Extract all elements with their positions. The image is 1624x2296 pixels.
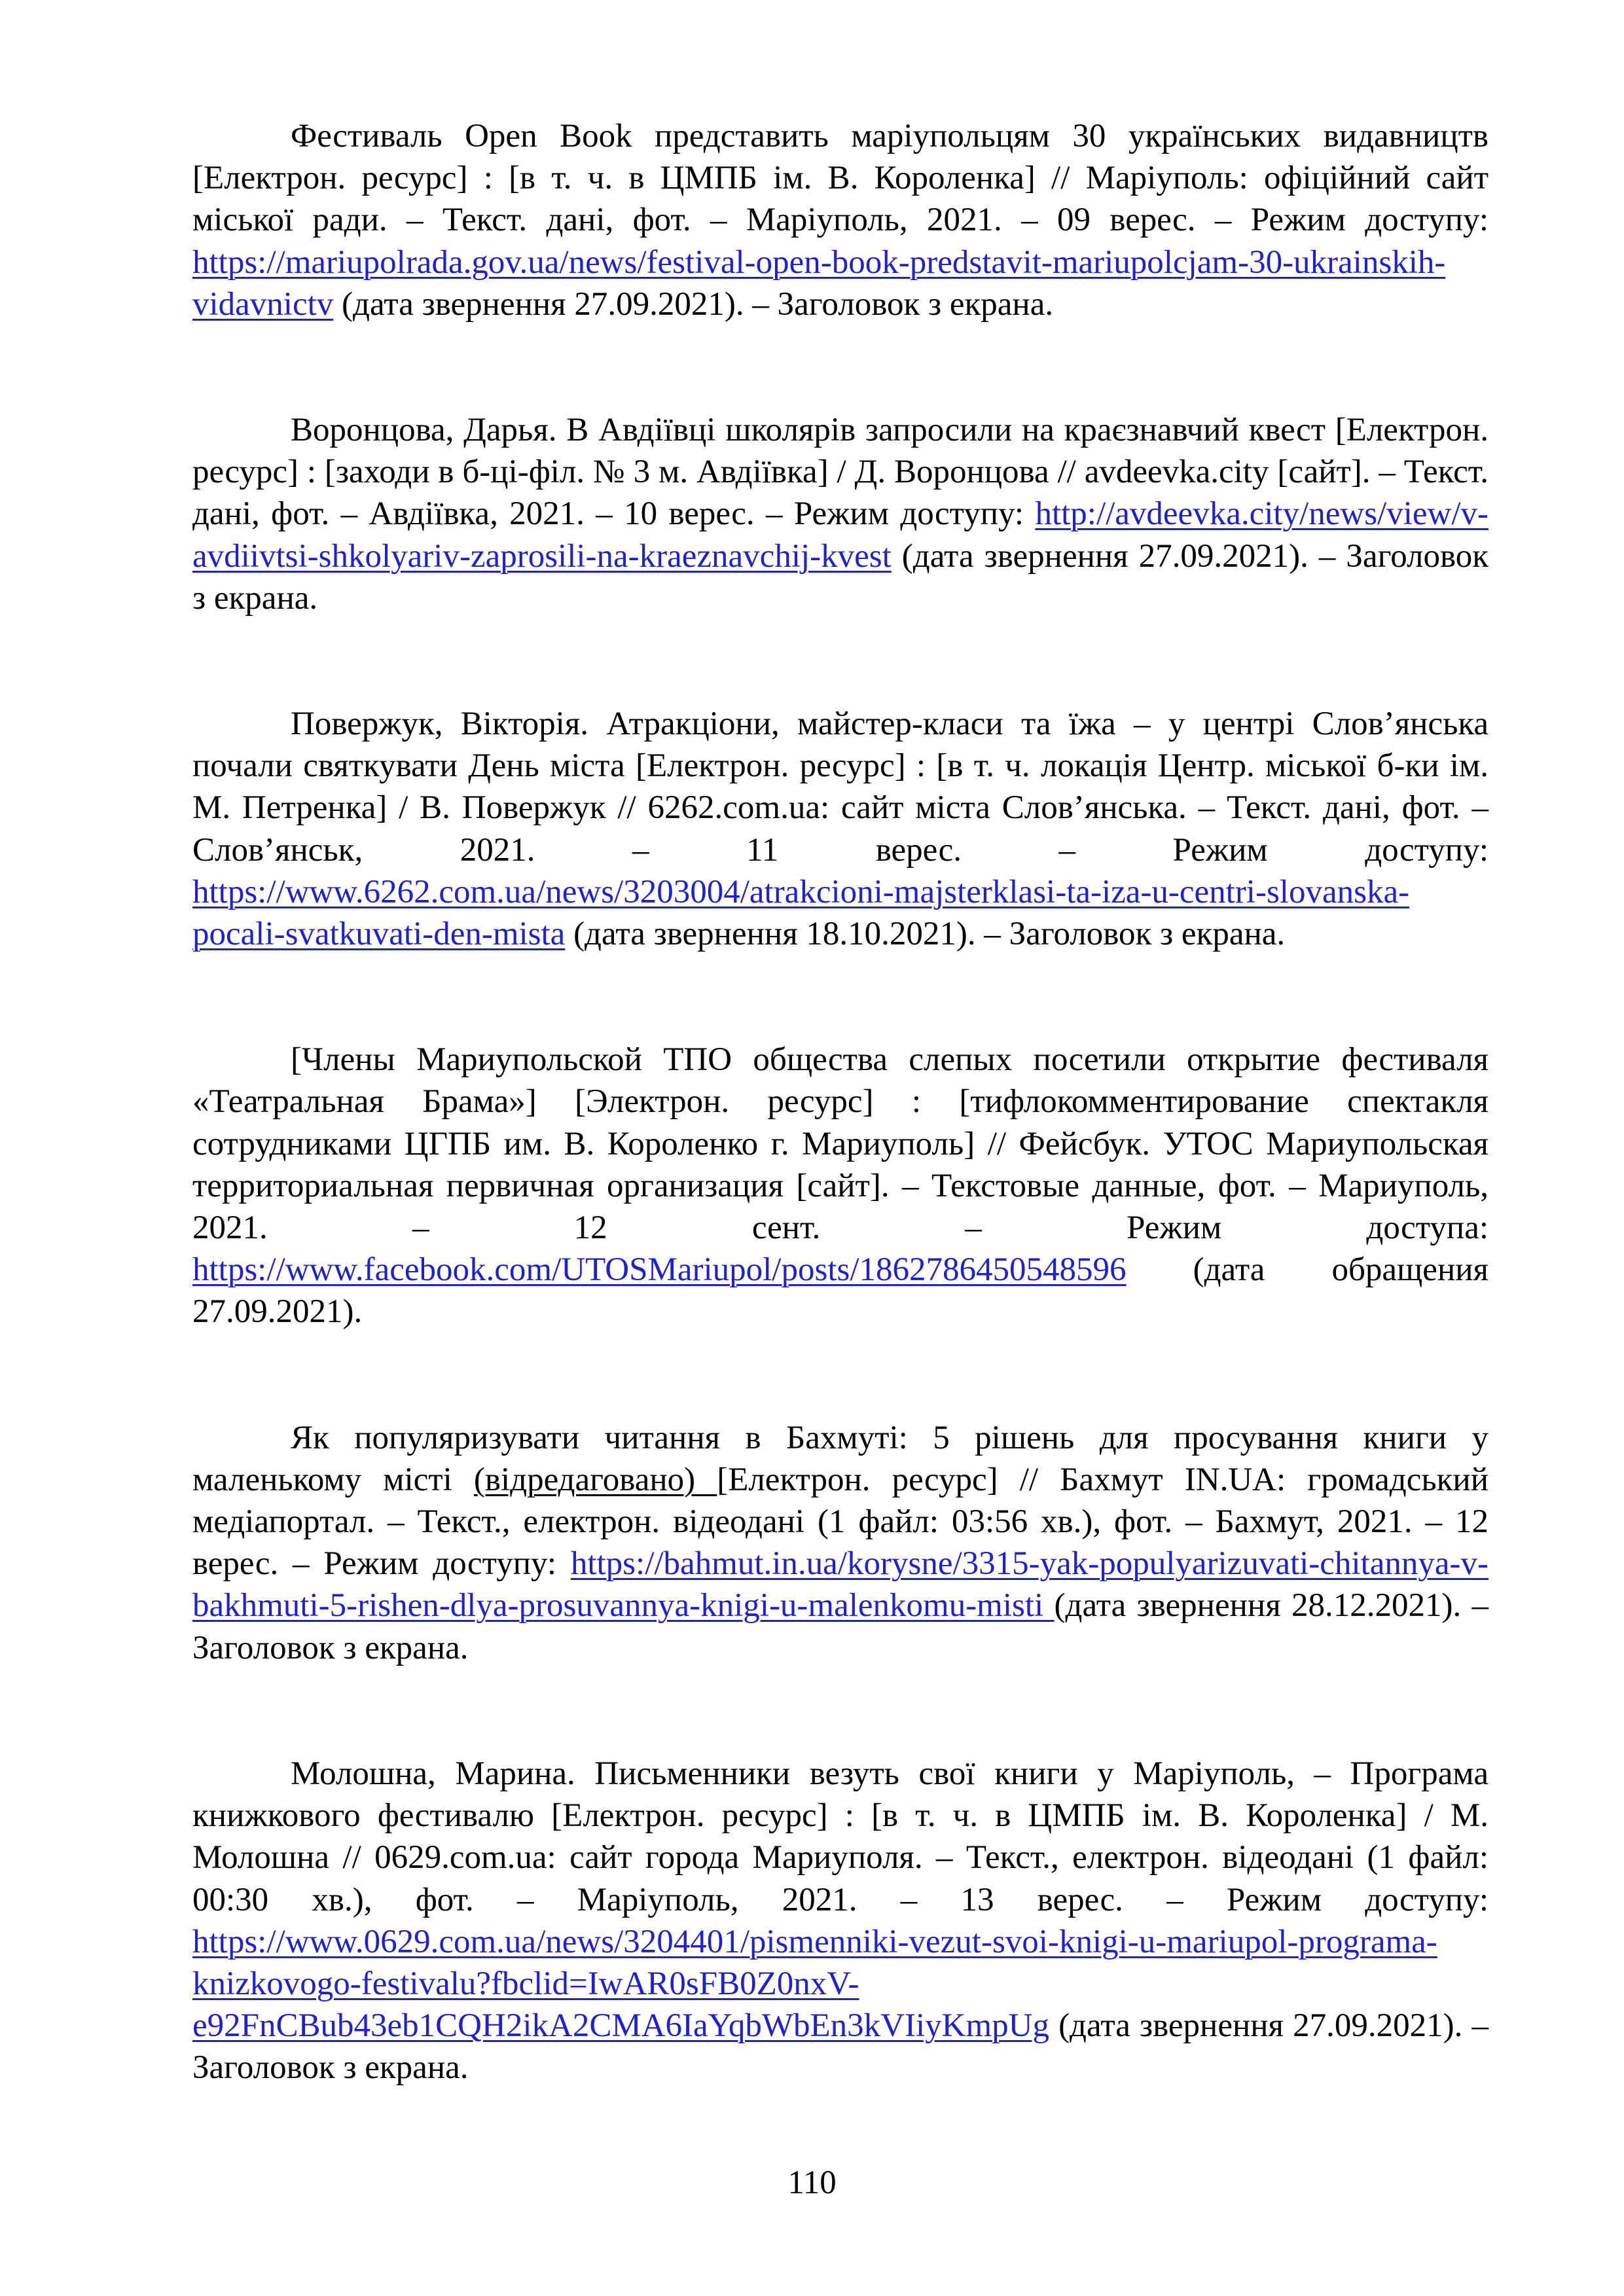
entry-link[interactable]: https://bahmut.in.ua/korysne/3315-yak-populyarizuvati-chitannya-v-bakhmuti-5-rishen-dlya-prosuvannya-knigi-u-malenkomu-misti: [192, 1545, 1489, 1624]
entry-underlined-text: (відредаговано): [473, 1461, 717, 1498]
entry-text: (дата звернення 27.09.2021). – Заголовок з екрана.: [192, 537, 1489, 617]
entry-link[interactable]: https://www.0629.com.ua/news/3204401/pismenniki-vezut-svoi-knigi-u-mariupol-programa-knizkovogo-festivalu?fbclid=IwAR0sFB0Z0nxV-e92FnCBub43eb1CQH2ikA2CMA6IaYqbWbEn3kVIiyKmpUg: [192, 1923, 1437, 2045]
entry-link[interactable]: https://mariupolrada.gov.ua/news/festival-open-book-predstavit-mariupolcjam-30-ukrainskih-vidavnictv: [192, 243, 1446, 323]
entry-text: (дата звернення 28.12.2021). – Заголовок з екрана.: [192, 1587, 1489, 1666]
bibliography-entry-6: [192, 1753, 1489, 2089]
page-number: 110: [787, 2164, 837, 2201]
entry-text: (дата звернення 27.09.2021). – Заголовок з екрана.: [333, 285, 1054, 323]
entry-link[interactable]: https://www.facebook.com/UTOSMariupol/posts/1862786450548596: [192, 1251, 1127, 1289]
bibliography-entry-5: [192, 1417, 1489, 1669]
entry-link[interactable]: https://www.6262.com.ua/news/3203004/atrakcioni-majsterklasi-ta-iza-u-centri-slovanska-pocali-svatkuvati-den-mista: [192, 873, 1410, 953]
entry-text: (дата обращения 27.09.2021).: [192, 1251, 1489, 1331]
entry-text: (дата звернення 18.10.2021). – Заголовок з екрана.: [565, 916, 1286, 953]
entry-text: Воронцова, Дарья. В Авдіївці школярів запросили на краєзнавчий квест [Електрон. ресурс] : [заходи в б-ці-філ. № 3 м. Авдіївка] / Д. Воронцова // avdeevka.city [сайт]. – Текст. дані, фот. – Авдіївка, 2021. – 10 верес. – Режим доступу:: [192, 412, 1489, 533]
bibliography-entry-4: [192, 1039, 1489, 1333]
entry-text: Як популяризувати читання в Бахмуті: 5 рішень для просування книги у маленькому місті: [192, 1419, 1489, 1498]
entry-text: Повержук, Вікторія. Атракціони, майстер-класи та їжа – у центрі Слов’янська почали святкувати День міста [Електрон. ресурс] : [в т. ч. локація Центр. міської б-ки ім. М. Петренка] / В. Повержук // 6262.com.ua: сайт міста Слов’янська. – Текст. дані, фот. – Слов’янськ, 2021. – 11 верес. – Режим доступу:: [192, 706, 1489, 869]
bibliography-entry-2: [192, 409, 1489, 619]
bibliography-entry-3: [192, 703, 1489, 955]
bibliography-page: [192, 115, 1489, 2089]
entry-text: [Члены Мариупольской ТПО общества слепых посетили открытие фестиваля «Театральная Брама»] [Электрон. ресурс] : [тифлокомментирование спектакля сотрудниками ЦГПБ им. В. Короленко г. Мариуполь] // Фейсбук. УТОС Мариупольская территориальная первичная организация [сайт]. – Текстовые данные, фот. – Мариуполь, 2021. – 12 сент. – Режим доступа:: [192, 1041, 1489, 1247]
entry-link[interactable]: http://avdeevka.city/news/view/v-avdiivtsi-shkolyariv-zaprosili-na-kraeznavchij-kvest: [192, 495, 1489, 575]
entry-text: Молошна, Марина. Письменники везуть свої книги у Маріуполь, – Програма книжкового фестивалю [Електрон. ресурс] : [в т. ч. в ЦМПБ ім. В. Короленка] / М. Молошна // 0629.com.ua: сайт города Мариуполя. – Текст., електрон. відеодані (1 файл: 00:30 хв.), фот. – Маріуполь, 2021. – 13 верес. – Режим доступу:: [192, 1755, 1489, 1918]
entry-text: Фестиваль Open Book представить маріупольцям 30 українських видавництв [Електрон. ресурс] : [в т. ч. в ЦМПБ ім. В. Короленка] // Маріуполь: офіційний сайт міської ради. – Текст. дані, фот. – Маріуполь, 2021. – 09 верес. – Режим доступу:: [192, 118, 1489, 239]
entry-text: [Електрон. ресурс] // Бахмут IN.UA: громадський медіапортал. – Текст., електрон. відеодані (1 файл: 03:56 хв.), фот. – Бахмут, 2021. – 12 верес. – Режим доступу:: [192, 1461, 1489, 1583]
bibliography-entry-1: [192, 115, 1489, 325]
entry-text: (дата звернення 27.09.2021). – Заголовок з екрана.: [192, 2007, 1489, 2087]
